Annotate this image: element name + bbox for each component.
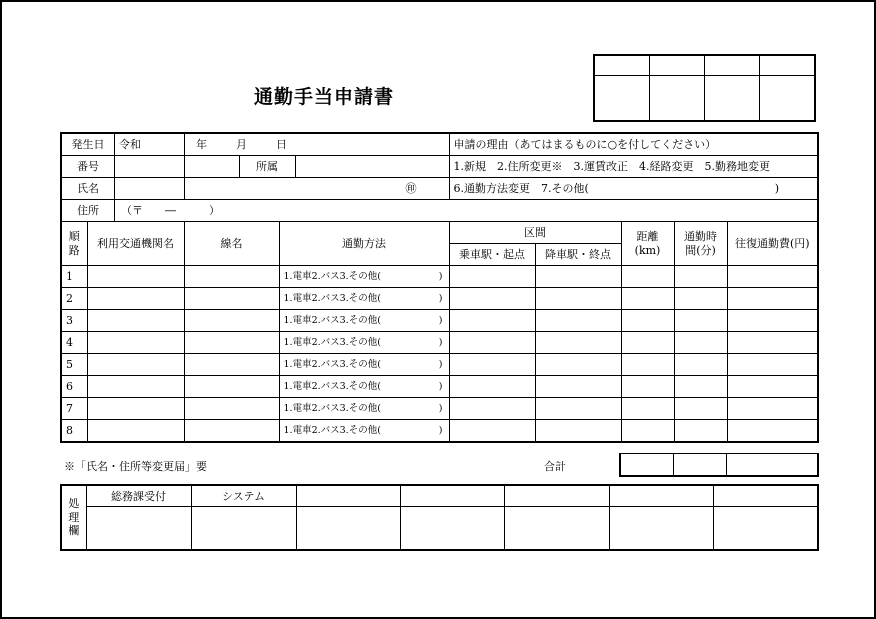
method-field[interactable] [279,266,449,288]
fare-field[interactable] [727,354,818,376]
processing-stamp[interactable] [400,507,504,551]
method-options: 1.電車2.バス3.その他( [283,402,381,414]
route-order-header: 順 路 [61,222,87,266]
fare-field[interactable] [727,288,818,310]
time-field[interactable] [674,288,727,310]
from-field[interactable] [449,266,535,288]
route-number: 2 [61,288,87,310]
table-row [61,376,818,398]
number-field[interactable] [115,156,184,177]
processing-stamp[interactable] [713,507,818,551]
transport-field[interactable] [87,266,184,288]
method-close: ) [438,424,443,436]
transport-field[interactable] [87,354,184,376]
method-field[interactable] [279,288,449,310]
processing-label: 処 理 欄 [61,485,86,550]
distance-field[interactable] [621,332,674,354]
method-options: 1.電車2.バス3.その他( [283,336,381,348]
route-number: 1 [61,266,87,288]
distance-field[interactable] [621,398,674,420]
time-field[interactable] [674,354,727,376]
total-fare-field[interactable] [726,454,818,477]
method-close: ) [438,270,443,282]
method-close: ) [438,358,443,370]
total-label: 合計 [544,460,566,473]
method-options: 1.電車2.バス3.その他( [283,292,381,304]
general-affairs-header: 総務課受付 [86,485,191,507]
distance-header: 距離 (km) [621,222,674,266]
route-rows [61,266,818,443]
form-title: 通勤手当申請書 [254,86,395,108]
to-field[interactable] [535,354,621,376]
from-field[interactable] [449,420,535,443]
line-field[interactable] [184,420,279,443]
method-options: 1.電車2.バス3.その他( [283,424,381,436]
method-close: ) [438,292,443,304]
to-field[interactable] [535,420,621,443]
to-field[interactable] [535,288,621,310]
route-number: 6 [61,376,87,398]
stamp-cell[interactable] [760,76,816,122]
processing-header-blank [713,485,818,507]
method-field[interactable] [279,376,449,398]
time-field[interactable] [674,310,727,332]
seal-mark: ㊞ [405,182,417,195]
distance-field[interactable] [621,310,674,332]
time-header: 通勤時 間(分) [674,222,727,266]
issue-date-field[interactable] [115,134,184,155]
reason-options-line-2: 6.通勤方法変更 7.その他( ) [449,178,818,200]
table-row [61,266,818,288]
method-options: 1.電車2.バス3.その他( [283,314,381,326]
stamp-label-cell[interactable] [594,55,650,76]
from-header: 乗車駅・起点 [449,244,535,266]
name-field-ext[interactable] [184,178,449,200]
method-close: ) [438,314,443,326]
from-field[interactable] [449,354,535,376]
fare-field[interactable] [727,310,818,332]
system-stamp[interactable] [191,507,296,551]
transport-field[interactable] [87,288,184,310]
method-field[interactable] [279,332,449,354]
date-field[interactable] [184,133,449,156]
from-field[interactable] [449,376,535,398]
method-field[interactable] [279,420,449,443]
dept-field[interactable] [295,156,449,177]
line-header: 線名 [184,222,279,266]
total-distance-field[interactable] [620,454,673,477]
fare-field[interactable] [727,376,818,398]
fare-field[interactable] [727,398,818,420]
change-notice-note: ※「氏名・住所等変更届」要 [64,460,207,473]
to-field[interactable] [535,332,621,354]
line-field[interactable] [184,376,279,398]
distance-field[interactable] [621,266,674,288]
line-field[interactable] [184,398,279,420]
processing-stamp[interactable] [609,507,713,551]
method-options: 1.電車2.バス3.その他( [283,380,381,392]
time-field[interactable] [674,398,727,420]
stamp-cell[interactable] [594,76,650,122]
method-field[interactable] [279,310,449,332]
method-close: ) [438,336,443,348]
from-field[interactable] [449,398,535,420]
processing-stamp[interactable] [504,507,609,551]
number-label: 番号 [62,156,115,177]
method-options: 1.電車2.バス3.その他( [283,358,381,370]
line-field[interactable] [184,310,279,332]
to-header: 降車駅・終点 [535,244,621,266]
time-field[interactable] [674,420,727,443]
general-affairs-stamp[interactable] [86,507,191,551]
processing-table [60,484,819,551]
line-field[interactable] [184,354,279,376]
method-close: ) [438,380,443,392]
era-label: 令和 [119,138,141,151]
name-field[interactable] [115,178,184,199]
to-field[interactable] [535,398,621,420]
table-row [61,420,818,443]
stamp-cell[interactable] [650,76,705,122]
route-number: 7 [61,398,87,420]
time-field[interactable] [674,266,727,288]
route-number: 5 [61,354,87,376]
method-options: 1.電車2.バス3.その他( [283,270,381,282]
method-field[interactable] [279,398,449,420]
system-header: システム [191,485,296,507]
table-row [61,354,818,376]
name-label: 氏名 [62,178,115,199]
processing-header-blank [296,485,400,507]
table-row [61,288,818,310]
transport-field[interactable] [87,310,184,332]
from-field[interactable] [449,332,535,354]
section-header: 区間 [449,222,621,244]
time-field[interactable] [674,332,727,354]
line-field[interactable] [184,332,279,354]
number-field-ext[interactable] [185,156,240,177]
stamp-label-cell[interactable] [650,55,705,76]
reason-options-line-1: 1.新規 2.住所変更※ 3.運賃改正 4.経路変更 5.勤務地変更 [449,156,818,178]
method-header: 通勤方法 [279,222,449,266]
fare-field[interactable] [727,420,818,443]
year-label: 年 [196,138,207,151]
processing-header-blank [504,485,609,507]
month-label: 月 [236,138,247,151]
table-row [61,310,818,332]
address-field[interactable]: （〒 ― ） [121,204,220,217]
line-field[interactable] [184,266,279,288]
distance-field[interactable] [621,420,674,443]
distance-field[interactable] [621,288,674,310]
issue-date-label: 発生日 [62,134,115,155]
totals-row [619,453,819,477]
line-field[interactable] [184,288,279,310]
to-field[interactable] [535,376,621,398]
stamp-label-cell[interactable] [705,55,760,76]
to-field[interactable] [535,266,621,288]
route-number: 3 [61,310,87,332]
fare-field[interactable] [727,332,818,354]
transport-field[interactable] [87,398,184,420]
fare-field[interactable] [727,266,818,288]
stamp-cell[interactable] [705,76,760,122]
distance-field[interactable] [621,376,674,398]
transport-field[interactable] [87,376,184,398]
transport-field[interactable] [87,332,184,354]
processing-header-blank [400,485,504,507]
approval-stamp-boxes [593,54,816,122]
from-field[interactable] [449,310,535,332]
transport-field[interactable] [87,420,184,443]
fare-header: 往復通勤費(円) [727,222,818,266]
stamp-label-cell[interactable] [760,55,816,76]
from-field[interactable] [449,288,535,310]
method-field[interactable] [279,354,449,376]
processing-header-blank [609,485,713,507]
table-row [61,332,818,354]
address-label: 住所 [62,200,115,221]
route-number: 4 [61,332,87,354]
day-label: 日 [276,138,287,151]
dept-label: 所属 [239,156,295,177]
processing-stamp[interactable] [296,507,400,551]
application-table [60,132,819,443]
to-field[interactable] [535,310,621,332]
route-number: 8 [61,420,87,443]
distance-field[interactable] [621,354,674,376]
total-time-field[interactable] [673,454,726,477]
table-row [61,398,818,420]
time-field[interactable] [674,376,727,398]
reason-label: 申請の理由（あてはまるものに○を付してください） [449,133,818,156]
transport-header: 利用交通機関名 [87,222,184,266]
method-close: ) [438,402,443,414]
